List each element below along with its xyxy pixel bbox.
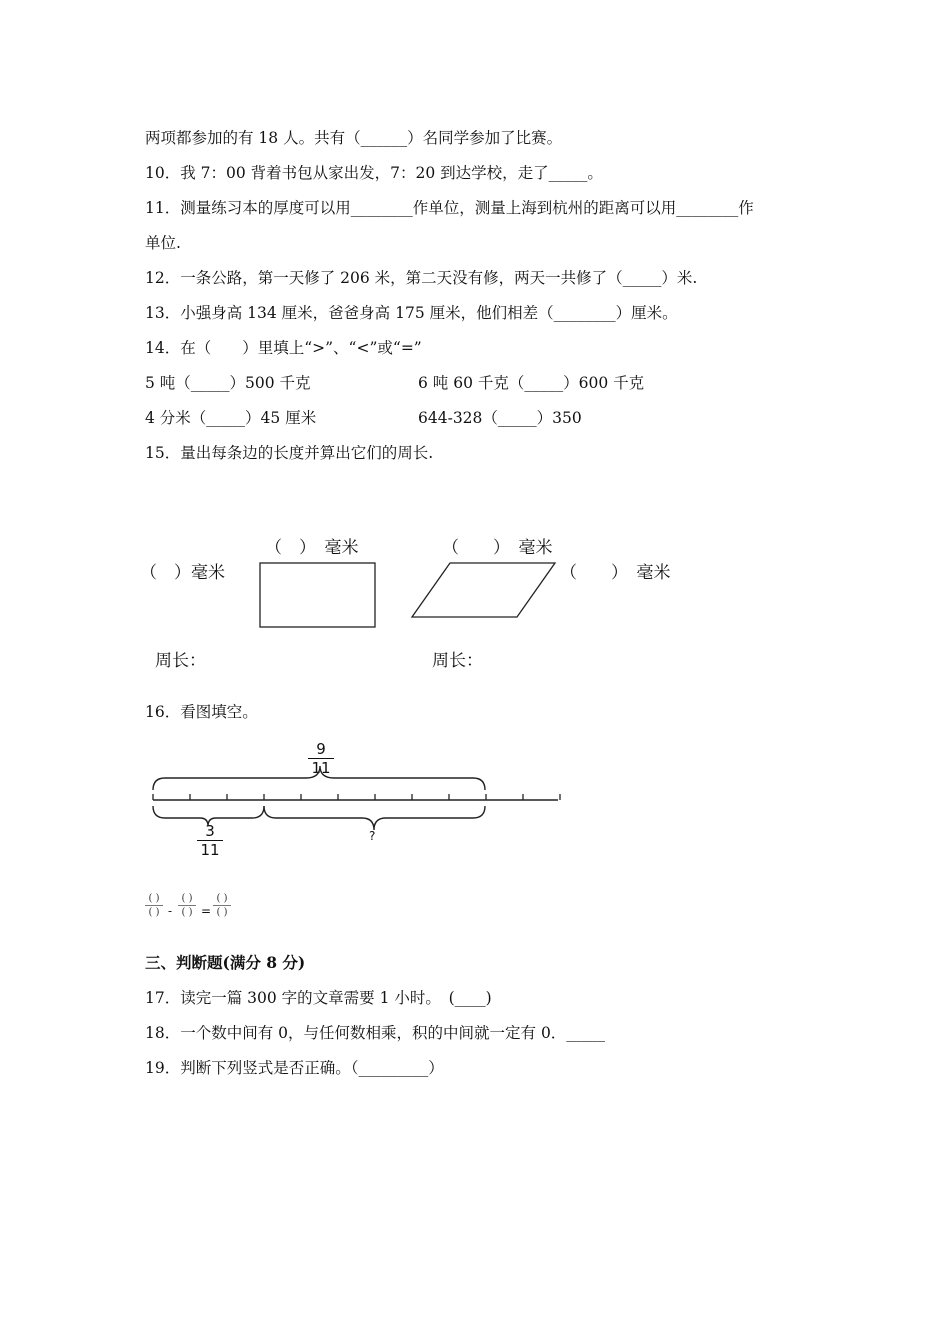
blank-numerator: ( ) <box>148 893 160 904</box>
question-18: 18．一个数中间有 0，与任何数相乘，积的中间就一定有 0．_____ <box>145 1024 606 1042</box>
question-14-item-c: 4 分米（_____）45 厘米 <box>145 409 317 427</box>
fraction-top-denominator: 11 <box>311 759 331 777</box>
blank-numerator: ( ) <box>181 893 193 904</box>
blank-denominator: ( ) <box>181 907 193 918</box>
blank-denominator: ( ) <box>216 907 228 918</box>
top-brace <box>153 766 485 790</box>
perimeter-left-label: 周长： <box>155 651 206 671</box>
rectangle-top-label: （ ） 毫米 <box>265 538 359 558</box>
question-17: 17．读完一篇 300 字的文章需要 1 小时。 (____) <box>145 989 492 1007</box>
fraction-three-elevenths <box>197 823 223 858</box>
perimeter-right-label: 周长： <box>432 651 483 671</box>
question-mark-label: ? <box>369 829 376 843</box>
blank-fraction-3 <box>213 893 231 918</box>
fraction-top-numerator: 9 <box>316 740 326 758</box>
question-12: 12．一条公路，第一天修了 206 米，第二天没有修，两天一共修了（_____）米. <box>145 269 698 287</box>
fraction-bottom-denominator: 11 <box>200 841 220 859</box>
blank-numerator: ( ) <box>216 893 228 904</box>
question-15: 15．量出每条边的长度并算出它们的周长. <box>145 444 434 462</box>
question-11-line1: 11．测量练习本的厚度可以用________作单位，测量上海到杭州的距离可以用________作 <box>145 199 754 217</box>
parallelogram-top-label: （ ） 毫米 <box>442 538 553 558</box>
question-14-item-a: 5 吨（_____）500 千克 <box>145 374 311 392</box>
section-3-heading: 三、判断题(满分 8 分) <box>145 953 306 972</box>
question-10: 10．我 7：00 背着书包从家出发，7：20 到达学校，走了_____。 <box>145 164 603 182</box>
question-16: 16．看图填空。 <box>145 703 258 721</box>
question-11-line2: 单位. <box>145 234 181 252</box>
parallelogram-right-label: （ ） 毫米 <box>560 563 671 583</box>
blank-fraction-1 <box>145 893 163 918</box>
question-9-continuation: 两项都参加的有 18 人。共有（______）名同学参加了比赛。 <box>145 129 563 147</box>
equals-sign: = <box>201 904 212 918</box>
blank-fraction-2 <box>178 893 196 918</box>
question-19: 19．判断下列竖式是否正确。（_________） <box>145 1059 444 1077</box>
question-13: 13．小强身高 134 厘米，爸爸身高 175 厘米，他们相差（________）厘米。 <box>145 304 678 322</box>
rectangle-left-label: （ ）毫米 <box>140 563 225 583</box>
question-14-item-d: 644-328（_____）350 <box>418 409 582 427</box>
question-14: 14．在（ ）里填上“>”、“<”或“=” <box>145 339 422 357</box>
question-14-item-b: 6 吨 60 千克（_____）600 千克 <box>418 374 645 392</box>
tick-marks <box>153 794 560 800</box>
fraction-bottom-numerator: 3 <box>205 822 215 840</box>
minus-sign: - <box>168 904 173 918</box>
blank-denominator: ( ) <box>148 907 160 918</box>
